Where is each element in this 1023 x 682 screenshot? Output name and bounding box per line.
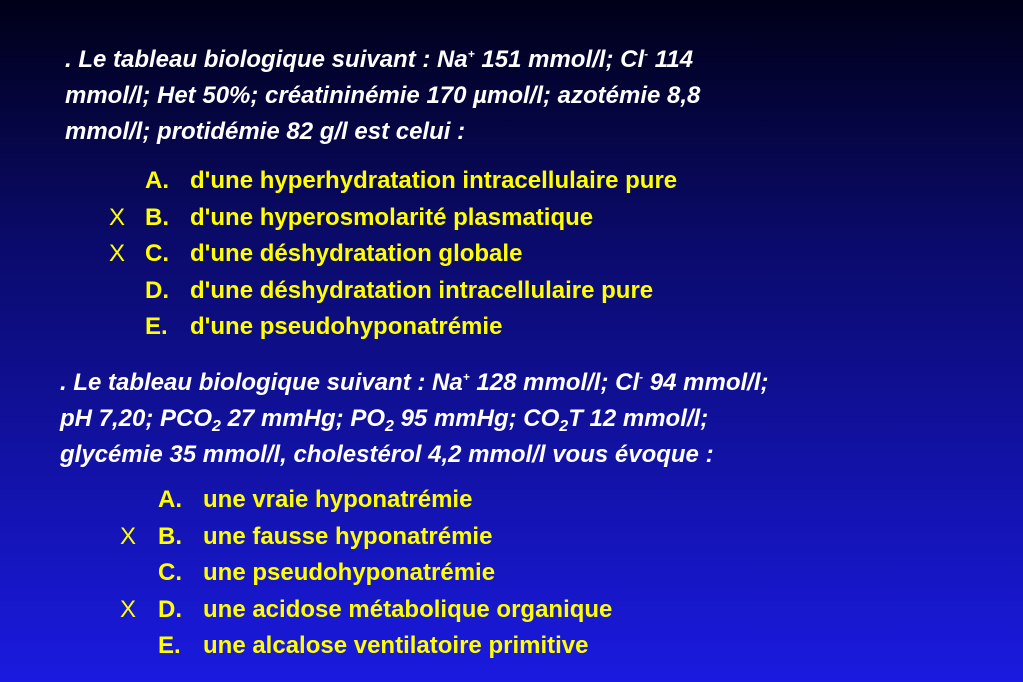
q2-co2t-subscript: 2	[559, 418, 569, 435]
option-text: d'une hyperhydratation intracellulaire pure	[190, 167, 678, 194]
q2-pco2-subscript: 2	[212, 418, 221, 435]
q2-stem-text: 94 mmol/l;	[643, 369, 769, 396]
q1-na-charge: +	[467, 47, 475, 61]
q1-stem-line-2: mmol/l; Het 50%; créatininémie 170 µmol/l; azotémie 8,8	[65, 82, 701, 109]
option-letter: A.	[145, 167, 169, 194]
option-text: d'une pseudohyponatrémie	[190, 313, 503, 340]
q1-cl-charge: -	[644, 47, 649, 61]
option-letter: A.	[158, 486, 182, 513]
q1-stem-text: 151 mmol/l; Cl	[474, 46, 645, 73]
q2-po2-subscript: 2	[385, 418, 394, 435]
option-text: une pseudohyponatrémie	[203, 559, 496, 586]
option-letter: B.	[158, 522, 182, 550]
option-letter: C.	[158, 559, 182, 586]
q2-stem-text: 128 mmol/l; Cl	[469, 369, 640, 396]
option-text: une acidose métabolique organique	[203, 595, 613, 623]
option-letter: E.	[145, 313, 168, 340]
q2-stem-text: 27 mmHg; PO	[220, 405, 385, 432]
answer-mark: X	[120, 522, 137, 550]
q2-stem-text: T 12 mmol/l;	[568, 405, 709, 432]
option-text: une vraie hyponatrémie	[203, 486, 473, 513]
q2-stem-text: . Le tableau biologique suivant : Na	[60, 369, 463, 396]
option-text: d'une hyperosmolarité plasmatique	[190, 203, 594, 231]
option-text: d'une déshydratation globale	[190, 240, 523, 267]
q1-stem-line-3: mmol/l; protidémie 82 g/l est celui :	[65, 118, 466, 145]
answer-mark: X	[109, 240, 126, 267]
q2-stem-text: pH 7,20; PCO	[60, 405, 213, 432]
option-letter: C.	[145, 240, 169, 267]
option-letter: D.	[158, 595, 182, 623]
q1-stem-text: . Le tableau biologique suivant : Na	[65, 46, 468, 73]
answer-mark: X	[120, 595, 137, 623]
q2-na-charge: +	[462, 370, 470, 384]
question-1-stem	[65, 42, 965, 150]
answer-mark: X	[109, 203, 126, 231]
q1-stem-text: 114	[648, 46, 694, 73]
option-letter: D.	[145, 276, 169, 304]
option-text: une alcalose ventilatoire primitive	[203, 632, 589, 659]
option-letter: B.	[145, 203, 169, 231]
option-letter: E.	[158, 632, 181, 659]
q2-stem-text: 95 mmHg; CO	[393, 405, 560, 432]
question-2-stem	[60, 365, 980, 473]
q2-stem-line-3: glycémie 35 mmol/l, cholestérol 4,2 mmol/l vous évoque :	[60, 441, 714, 468]
option-text: une fausse hyponatrémie	[203, 522, 493, 550]
option-text: d'une déshydratation intracellulaire pure	[190, 276, 654, 304]
q2-cl-charge: -	[639, 370, 644, 384]
